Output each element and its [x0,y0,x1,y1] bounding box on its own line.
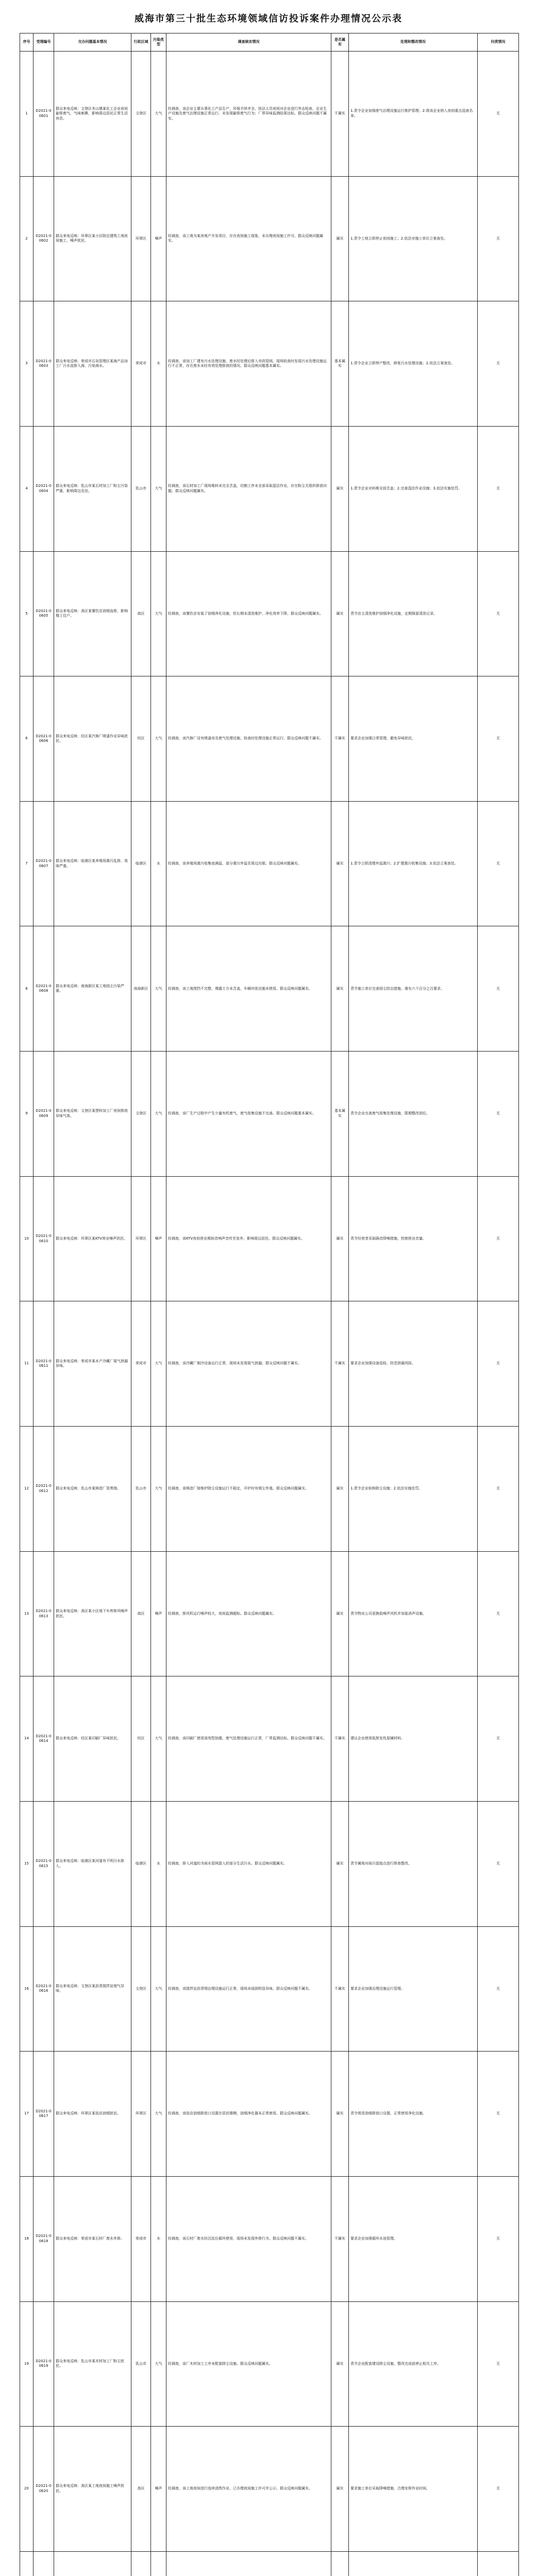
cell-type: 大气 [151,1676,166,1802]
cell-id: D2021-00608 [33,926,54,1052]
cell-investigation: 经调查，该印刷厂使用溶剂型油墨，废气处理设施运行正常，厂界监测达标。群众反映问题不属实。 [166,1676,331,1802]
col-header-accountability: 问责情况 [478,33,519,52]
cell-no [20,2551,33,2576]
cell-type: 大气 [151,2052,166,2177]
cell-investigation: 经调查，排入河道的为雨水管网混入的部分生活污水。群众反映问题属实。 [166,1801,331,1926]
cell-area: 乳山市 [131,1427,151,1552]
table-row [20,801,519,926]
cell-type: 大气 [151,1052,166,1177]
cell-truth: 不属实 [331,676,349,802]
cell-type: 大气 [151,1301,166,1427]
cell-type: 水 [151,1801,166,1926]
cell-area: 乳山市 [131,426,151,551]
cell-no: 18 [20,2176,33,2301]
cell-type: 噪声 [151,1176,166,1301]
cell-id: D2021-00606 [33,676,54,802]
cell-truth: 属实 [331,176,349,301]
cell-accountability: 无 [478,301,519,427]
cell-handling: 建议企业使用低挥发性原辅材料。 [349,1676,478,1802]
cell-no: 1 [20,52,33,177]
table-row [20,1926,519,2052]
cell-area: 临港区 [131,801,151,926]
cell-truth: 基本属实 [331,301,349,427]
cell-accountability: 无 [478,176,519,301]
cell-id: D2021-00611 [33,1301,54,1427]
col-header-problem: 交办问题基本情况 [54,33,131,52]
table-row [20,1427,519,1552]
cell-investigation: 经调查，该饭店油烟排放口设置在居民楼侧，油烟净化器未正常使用。群众反映问题属实。 [166,2052,331,2177]
cell-accountability: 无 [478,1801,519,1926]
cell-id: D2021-00618 [33,2176,54,2301]
cell-investigation: 经调查，该铸造厂熔炼炉除尘设施运行不稳定，开炉时有烟尘外逸。群众反映问题属实。 [166,1427,331,1552]
cell-id: D2021-00603 [33,301,54,427]
cell-problem: 群众来电反映：临港区某养殖场粪污乱排，臭味严重。 [54,801,131,926]
cell-investigation [166,2551,331,2576]
table-header-row [20,33,519,52]
cell-investigation: 经调查，该工地围挡不完整，裸露土方未苫盖，车辆冲洗设施未使用。群众反映问题属实。 [166,926,331,1052]
cell-truth: 属实 [331,1551,349,1676]
cell-id: D2021-00602 [33,176,54,301]
cell-accountability: 无 [478,551,519,676]
cell-investigation: 经调查，该汽修厂设有喷漆房及废气处理设施，检查时处理设施正常运行。群众反映问题不属实。 [166,676,331,802]
col-header-type: 污染类型 [151,33,166,52]
cell-investigation: 经调查，该工地夜间进行连续浇筑作业，已办理夜间施工许可并公示。群众反映问题属实。 [166,2427,331,2552]
cell-truth: 不属实 [331,52,349,177]
cell-area: 临港区 [131,1801,151,1926]
cell-area: 南海新区 [131,926,151,1052]
cell-investigation: 经调查，该石材厂废水经沉淀后循环使用，现场未发现外排行为。群众反映问题不属实。 [166,2176,331,2301]
table-row [20,1676,519,1802]
cell-handling: 责令规范油烟排放口设置，正常使用净化设施。 [349,2052,478,2177]
cell-handling: 责令企业配套建设除尘设施，整改完成前停止相关工序。 [349,2301,478,2427]
cell-area: 经区 [131,676,151,802]
cell-accountability: 无 [478,801,519,926]
cell-no: 8 [20,926,33,1052]
table-row [20,52,519,177]
cell-problem: 群众来电反映：乳山市某木材加工厂粉尘扰民。 [54,2301,131,2427]
cell-handling: 要求企业加强治理设施运行管理。 [349,1926,478,2052]
cell-investigation: 经调查，该搅拌站沥青烟治理设施运行正常，现场未闻到明显异味。群众反映问题不属实。 [166,1926,331,2052]
cell-accountability: 无 [478,1427,519,1552]
cell-area: 环翠区 [131,2052,151,2177]
col-header-truth: 是否属实 [331,33,349,52]
cell-truth: 不属实 [331,2176,349,2301]
cell-handling: 1.责令企业对料堆全部苫盖；2.完善湿法作业设施；3.依法实施处罚。 [349,426,478,551]
cell-id: D2021-00612 [33,1427,54,1552]
table-row [20,2052,519,2177]
cell-problem: 群众来电反映：环翠区某饭店油烟扰民。 [54,2052,131,2177]
cell-id: D2021-00604 [33,426,54,551]
cell-problem: 群众来电反映：乳山市某铸造厂冒黑烟。 [54,1427,131,1552]
cell-accountability: 无 [478,2052,519,2177]
cell-no: 9 [20,1052,33,1177]
cell-handling: 1.责令企业加强废气治理设施运行维护管理；2.将该企业纳入夜间重点巡查名单。 [349,52,478,177]
page-title: 威海市第三十批生态环境领域信访投诉案件办理情况公示表 [135,13,402,24]
cell-no: 7 [20,801,33,926]
cell-accountability: 无 [478,1926,519,2052]
cell-id: D2021-00607 [33,801,54,926]
col-header-area: 行政区域 [131,33,151,52]
cell-handling: 责令店主清洗维护油烟净化设施，定期保留清洗记录。 [349,551,478,676]
cell-area: 环翠区 [131,1176,151,1301]
table-row [20,2551,519,2576]
cell-no: 3 [20,301,33,427]
cell-investigation: 经调查，该餐饮店安装了油烟净化设施，但长期未清洗维护，净化效率下降。群众反映问题属实。 [166,551,331,676]
cell-truth: 属实 [331,926,349,1052]
cell-investigation: 经调查，该石材加工厂现场堆料未完全苫盖，切割工序未全部采取湿法作业，存在粉尘无组织排放问题。群众反映问题属实。 [166,426,331,551]
cell-no: 11 [20,1301,33,1427]
cell-handling: 责令经营者采取隔音降噪措施，控制营业音量。 [349,1176,478,1301]
table-row [20,551,519,676]
cell-accountability: 无 [478,2427,519,2552]
case-table [20,33,519,2576]
cell-no: 6 [20,676,33,802]
cell-no: 20 [20,2427,33,2552]
cell-type: 噪声 [151,176,166,301]
cell-problem: 群众来电反映：环翠区某KTV营业噪声扰民。 [54,1176,131,1301]
cell-investigation: 经调查，该KTV夜间营业期间音响声音传至室外，影响周边居民。群众反映问题属实。 [166,1176,331,1301]
cell-investigation: 经调查，该养殖场粪污收集池满溢，部分粪污外溢至周边沟渠。群众反映问题属实。 [166,801,331,926]
table-row [20,1801,519,1926]
cell-id: D2021-00601 [33,52,54,177]
cell-truth: 属实 [331,1801,349,1926]
cell-no: 10 [20,1176,33,1301]
cell-no: 4 [20,426,33,551]
table-row [20,1551,519,1676]
cell-handling: 责令施工单位完善扬尘防治措施，落实六个百分之百要求。 [349,926,478,1052]
col-header-investigation: 调查核实情况 [166,33,331,52]
cell-handling: 要求企业加强设备巡检，防范泄漏风险。 [349,1301,478,1427]
cell-area: 荣成市 [131,2176,151,2301]
cell-type: 大气 [151,2301,166,2427]
cell-accountability: 无 [478,2176,519,2301]
cell-accountability: 无 [478,1301,519,1427]
cell-area: 文登区 [131,1926,151,2052]
table-row [20,2427,519,2552]
cell-id: D2021-00614 [33,1676,54,1802]
cell-area: 高区 [131,551,151,676]
table-row [20,676,519,802]
cell-truth: 属实 [331,2052,349,2177]
cell-no: 15 [20,1801,33,1926]
cell-investigation: 经调查，该工地为某房地产开发项目，存在夜间施工现象，未办理夜间施工许可。群众反映问题属实。 [166,176,331,301]
cell-area: 文登区 [131,52,151,177]
cell-no: 5 [20,551,33,676]
cell-truth: 属实 [331,2301,349,2427]
table-row [20,1301,519,1427]
cell-truth: 不属实 [331,1926,349,2052]
cell-accountability: 无 [478,1052,519,1177]
cell-area [131,2551,151,2576]
cell-investigation: 经调查，该加工厂建有污水处理设施，废水经处理后排入市政管网。现场检查时发现污水处理设施运行不正常，存在废水未经有效处理排放的情况。群众反映问题基本属实。 [166,301,331,427]
cell-accountability: 无 [478,1551,519,1676]
cell-type [151,2551,166,2576]
cell-problem: 群众来电反映：环翠区某小区附近建筑工地夜间施工，噪声扰民。 [54,176,131,301]
cell-problem: 群众来电反映：荣成市某水产冷藏厂氨气泄漏异味。 [54,1301,131,1427]
cell-accountability: 无 [478,426,519,551]
cell-area: 环翠区 [131,176,151,301]
cell-id: D2021-00613 [33,1551,54,1676]
table-row [20,301,519,427]
cell-truth: 不属实 [331,1676,349,1802]
cell-type: 水 [151,2176,166,2301]
cell-id: D2021-00615 [33,1801,54,1926]
cell-problem: 群众来电反映：乳山市某石材加工厂粉尘污染严重，影响周边农田。 [54,426,131,551]
cell-type: 大气 [151,926,166,1052]
table-row [20,426,519,551]
cell-handling [349,2551,478,2576]
col-header-id: 受理编号 [33,33,54,52]
cell-accountability: 无 [478,2301,519,2427]
table-row [20,2301,519,2427]
cell-accountability [478,2551,519,2576]
cell-problem: 群众来电反映：经区某汽修厂喷漆作业异味扰民。 [54,676,131,802]
cell-truth: 属实 [331,551,349,676]
cell-type: 大气 [151,426,166,551]
cell-accountability: 无 [478,676,519,802]
cell-handling: 责令属地对雨污混接点进行排查整改。 [349,1801,478,1926]
cell-handling: 1.责令立即清理外溢粪污；2.扩建粪污收集设施；3.依法立案查处。 [349,801,478,926]
cell-truth: 属实 [331,2427,349,2552]
cell-problem: 群众来电反映：南海新区某工地扬尘污染严重。 [54,926,131,1052]
cell-id: D2021-00619 [33,2301,54,2427]
cell-problem: 群众来电反映：经区某印刷厂异味扰民。 [54,1676,131,1802]
cell-accountability: 无 [478,52,519,177]
cell-id: D2021-00605 [33,551,54,676]
table-row [20,1052,519,1177]
cell-type: 噪声 [151,1551,166,1676]
cell-problem: 群众来电反映：文登区某沥青搅拌站烟气异味。 [54,1926,131,2052]
cell-handling: 责令企业完善废气收集处理设施，限期整改到位。 [349,1052,478,1177]
cell-no: 12 [20,1427,33,1552]
cell-investigation: 经调查，排风机运行噪声较大，夜间监测超标。群众反映问题属实。 [166,1551,331,1676]
cell-type: 水 [151,801,166,926]
cell-type: 噪声 [151,2427,166,2552]
cell-handling: 要求施工单位采取降噪措施，合理安排作业时间。 [349,2427,478,2552]
cell-handling: 1.责令企业检修除尘设施；2.依法实施处罚。 [349,1427,478,1552]
cell-area: 文登区 [131,1052,151,1177]
cell-no: 19 [20,2301,33,2427]
cell-no: 13 [20,1551,33,1676]
table-row [20,2176,519,2301]
cell-area: 乳山市 [131,2301,151,2427]
cell-id: D2021-00609 [33,1052,54,1177]
cell-area: 荣成市 [131,1301,151,1427]
cell-type: 大气 [151,1427,166,1552]
cell-truth [331,2551,349,2576]
cell-handling: 要求企业加强日常管理，避免异味扰民。 [349,676,478,802]
cell-problem: 群众来电反映：临港区某河道有不明污水排入。 [54,1801,131,1926]
cell-area: 经区 [131,1676,151,1802]
cell-investigation: 经调查，该厂生产过程中产生少量有机废气，废气收集设施不完善。群众反映问题基本属实。 [166,1052,331,1177]
cell-area: 高区 [131,1551,151,1676]
cell-problem: 群众来电反映：荣成市某石材厂废水外排。 [54,2176,131,2301]
cell-type: 大气 [151,52,166,177]
cell-type: 大气 [151,551,166,676]
cell-area: 高区 [131,2427,151,2552]
cell-no: 16 [20,1926,33,2052]
cell-problem: 群众来电反映：高区某餐饮店油烟直排，影响楼上住户。 [54,551,131,676]
cell-id: D2021-00610 [33,1176,54,1301]
col-header-handling: 处理和整改情况 [349,33,478,52]
cell-area: 荣成市 [131,301,151,427]
cell-accountability: 无 [478,1676,519,1802]
cell-problem: 群众来电反映：文登区米山镇某化工企业夜间偷排废气，气味刺鼻，影响周边居民正常生活休息。 [54,52,131,177]
cell-truth: 属实 [331,801,349,926]
cell-id: D2021-00617 [33,2052,54,2177]
cell-no: 2 [20,176,33,301]
cell-problem [54,2551,131,2576]
table-body [20,52,519,2576]
cell-handling: 要求企业加强循环水池管理。 [349,2176,478,2301]
cell-truth: 不属实 [331,1301,349,1427]
cell-investigation: 经调查，该企业主要从事化工产品生产，环保手续齐全。执法人员夜间对企业进行突击检查，企业生产设施及废气治理设施正常运行，未发现偷排废气行为；厂界异味监测结果达标。群众反映问题不属实。 [166,52,331,177]
cell-handling: 1.责令工地立即停止夜间施工；2.依法对施工单位立案查处。 [349,176,478,301]
table-row [20,926,519,1052]
cell-investigation: 经调查，该厂木材加工工序未配套除尘设施。群众反映问题属实。 [166,2301,331,2427]
cell-truth: 属实 [331,426,349,551]
cell-truth: 属实 [331,1427,349,1552]
cell-no: 14 [20,1676,33,1802]
cell-problem: 群众来电反映：文登区某塑料加工厂夜间排放异味气体。 [54,1052,131,1177]
cell-no: 17 [20,2052,33,2177]
cell-accountability: 无 [478,1176,519,1301]
cell-id: D2021-00620 [33,2427,54,2552]
cell-type: 水 [151,301,166,427]
cell-truth: 属实 [331,1176,349,1301]
cell-handling: 1.责令企业立即停产整改，修复污水处理设施；2.依法立案查处。 [349,301,478,427]
cell-handling: 责令物业公司更换低噪声风机并加装消声设施。 [349,1551,478,1676]
cell-id: D2021-00616 [33,1926,54,2052]
cell-accountability: 无 [478,926,519,1052]
cell-type: 大气 [151,1926,166,2052]
table-row [20,1176,519,1301]
cell-problem: 群众来电反映：高区某工地夜间施工噪声扰民。 [54,2427,131,2552]
cell-type: 大气 [151,676,166,802]
cell-problem: 群众来电反映：荣成市石岛管理区某海产品加工厂污水直排入海，污染海水。 [54,301,131,427]
cell-id [33,2551,54,2576]
col-header-no: 序号 [20,33,33,52]
cell-investigation: 经调查，该冷藏厂制冷设备运行正常，现场未发现氨气泄漏。群众反映问题不属实。 [166,1301,331,1427]
cell-problem: 群众来电反映：高区某小区地下车库排风噪声扰民。 [54,1551,131,1676]
cell-truth: 基本属实 [331,1052,349,1177]
table-row [20,176,519,301]
